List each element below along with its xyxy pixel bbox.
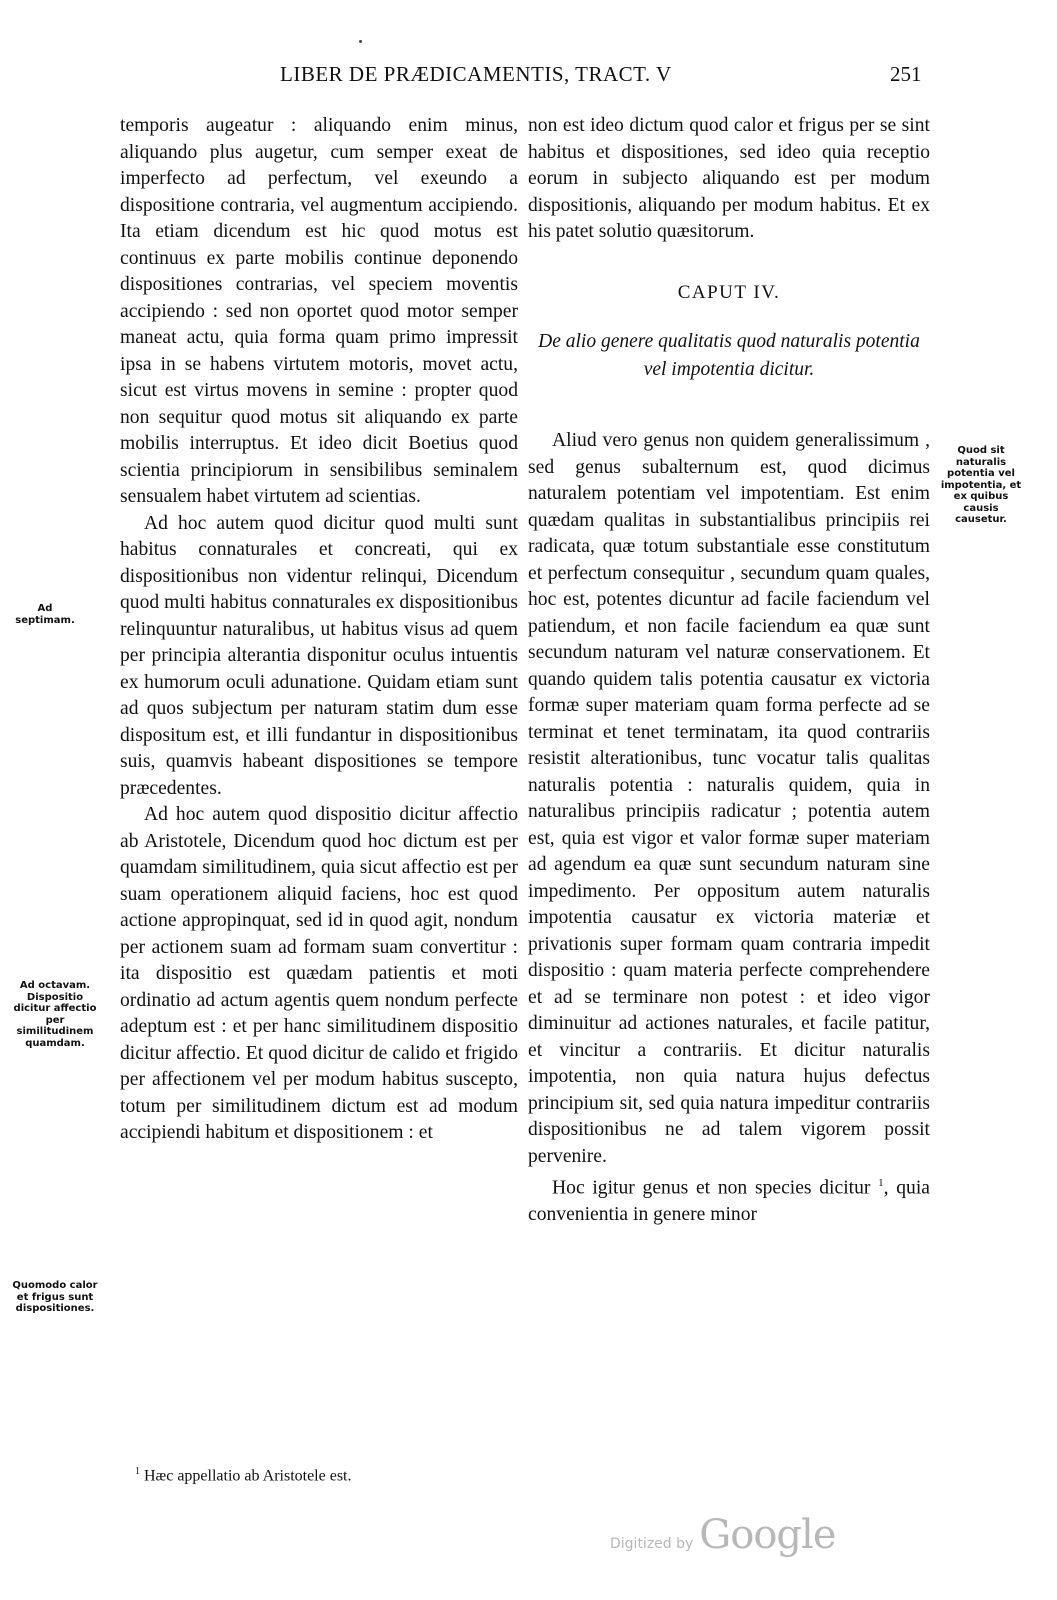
google-logo: Google [699,1512,836,1558]
margin-note-ad-septimam: Ad septimam. [15,603,75,626]
right-paragraph-3-start: Hoc igitur genus et non species dicitur [552,1177,871,1199]
margin-note-ad-octavam: Ad octavam. Dispositio dicitur affectio per similitudinem quamdam. [13,980,97,1049]
running-title: LIBER DE PRÆDICAMENTIS, TRACT. V [280,62,672,86]
right-paragraph-3-end: , quia convenientia in genere minor [528,1177,930,1226]
digitized-by-label: Digitized by [610,1536,694,1552]
chapter-subtitle: De alio genere qualitatis quod naturalis potentia vel impotentia dicitur. [538,331,920,380]
right-column [528,113,930,1229]
right-paragraph-3 [528,1170,930,1229]
footnote-mark: 1 [135,1466,140,1477]
chapter-title: CAPUT IV. [677,281,781,303]
left-column [120,113,518,1147]
page-number: 251 [890,62,922,86]
left-paragraph-3: Ad hoc autem quod dispositio dicitur affectio ab Aristotele, Dicendum quod hoc dictum est per quamdam similitudinem, quia sicut affectio est per suam operationem aliquid faciens, hoc est quod actione appropinquat, sed id in quod agit, nondum per actionem suam ad formam suam convertitur : ita dispositio est quædam patientis et moti ordinatio ad actum agentis quem nondum perfecte adeptum est : et per hanc similitudinem dispositio dicitur affectio. Et quod dicitur de calido et frigido per affectionem vel per modum habitus suscepto, totum per similitudinem dictum est ad modum accipiendi habitum et dispositionem : et [120,804,518,1143]
left-paragraph-1: temporis augeatur : aliquando enim minus, aliquando plus augetur, cum semper exeat de imperfecto ad perfectum, vel exeundo a dispositione contraria, vel augmentum accipiendo. Ita etiam dicendum est hic quod motus est continuus ex parte mobilis continue deponendo dispositiones contrarias, vel speciem moventis accipiendo : sed non oportet quod motor semper maneat actu, quia forma quam primo impressit ipsa in se habens virtutem motoris, movet actu, sicut est virtus movens in semine : propter quod non sequitur quod motus sit aliquando ex parte mobilis interruptus. Et ideo dicit Boetius quod scientia principiorum in sensibilibus seminalem sensualem habet virtutem ad scientias. [120,115,518,507]
left-paragraph-2: Ad hoc autem quod dicitur quod multi sunt habitus connaturales et concreati, qui ex dispositionibus non videntur relinqui, Dicendum quod multi habitus connaturales ex dispositionibus relinquuntur naturalibus, ut habitus visus ad quem per principia alterantia disponitur oculus intuentis ex humorum oculi adunatione. Quidam etiam sunt ad quos subjectum per naturam statim dum esse dispositum est, et illi fundantur in dispositionibus suis, quamvis habeant dispositiones se tempore præcedentes. [120,512,518,799]
right-paragraph-2: Aliud vero genus non quidem generalissimum , sed genus subalternum est, quod dicimus naturalem potentiam vel impotentiam. Est enim quædam qualitas in substantialibus principiis rei radicata, quæ totum substantiale esse constitutum et perfectum consequitur , secundum quam quales, hoc est, potentes dicuntur ad facile faciendum vel patiendum, et non facile faciendum ea quæ sunt secundum naturam vel naturæ conservationem. Et quando quidem talis potentia causatur ex victoria formæ super materiam quam forma perfecte ad se terminat et tenet terminatam, ita quod contrariis resistit alterationibus, tunc vocatur talis qualitas naturalis potentia : naturalis quidem, quia in naturalibus principiis radicatur ; potentia autem est, quia est vigor et valor formæ super materiam ad agendum ea quæ sunt secundum naturam sine impedimento. Per oppositum autem naturalis impotentia causatur ex victoria materiæ et privationis super formam quam contraria impedit dispositio : quam materia perfecte comprehendere et ad se terminare non potest : et ideo vigor diminuitur ad actiones naturales, et facile patitur, et vincitur a contrariis. Et dicitur naturalis impotentia, non quia natura hujus defectus principium sit, sed quia natura impeditur contrariis dispositionibus ne ad talem vigorem possit pervenire. [528,430,930,1167]
right-paragraph-1: non est ideo dictum quod calor et frigus per se sint habitus et dispositiones, sed ideo quia receptio eorum in subjecto aliquando est per modum dispositionis, aliquando per modum habitus. Et ex his patet solutio quæsitorum. [528,115,930,242]
footnote-text: Hæc appellatio ab Aristotele est. [144,1467,352,1485]
footnote [135,1466,352,1485]
margin-note-quomodo: Quomodo calor et frigus sunt dispositiones. [12,1280,98,1314]
digitized-watermark [610,1512,835,1558]
margin-note-quod-sit: Quod sit naturalis potentia vel impotentia, et ex quibus causis causetur. [940,445,1022,525]
footnote-reference: 1 [878,1177,884,1189]
ink-dot [359,40,362,43]
